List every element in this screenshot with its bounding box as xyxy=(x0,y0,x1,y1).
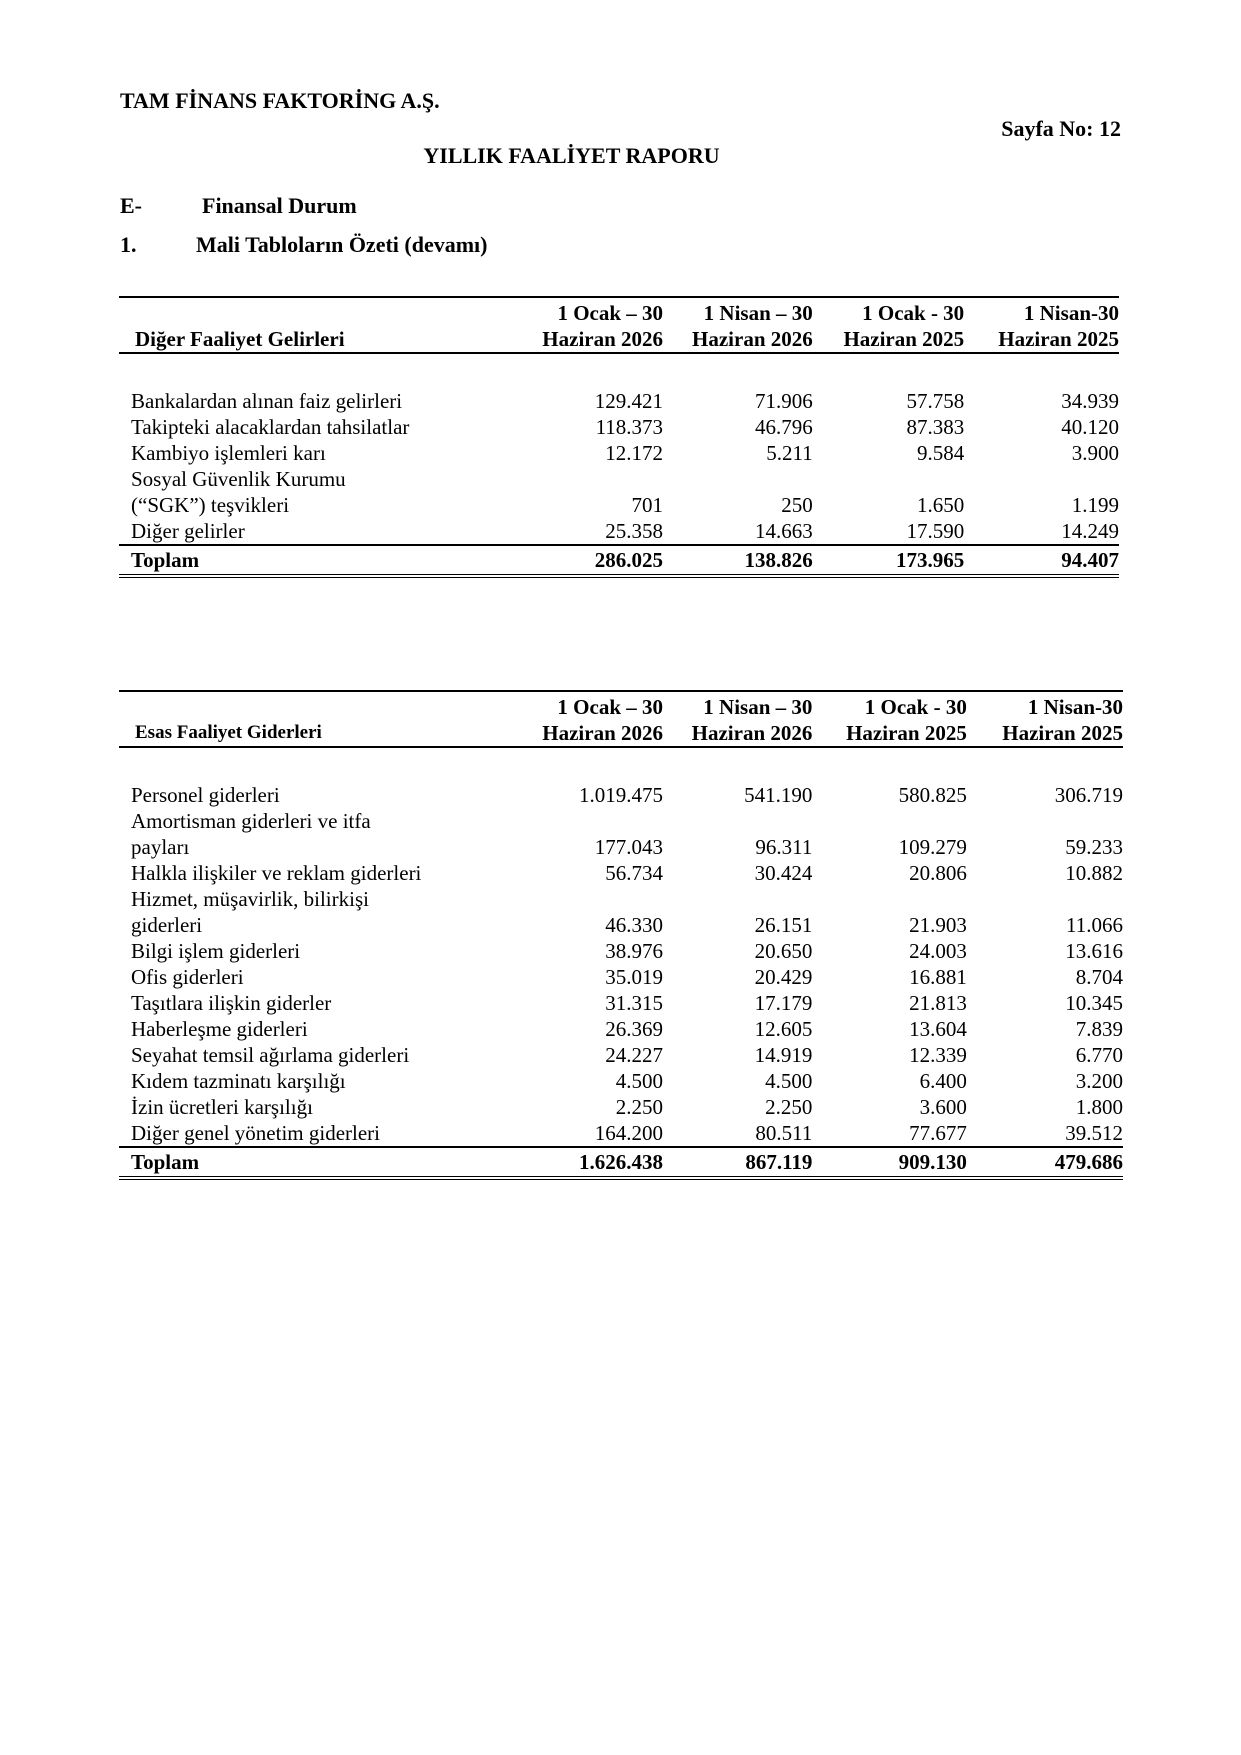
row-label-line: Bilgi işlem giderleri xyxy=(131,939,301,963)
table-row xyxy=(119,414,1119,440)
value-cell: 14.249 xyxy=(1061,519,1119,543)
value-cell: 87.383 xyxy=(906,415,965,439)
table-row xyxy=(119,466,1119,518)
value-cell: 80.511 xyxy=(755,1121,813,1145)
value-cell: 17.179 xyxy=(754,991,813,1015)
company-name: TAM FİNANS FAKTORİNG A.Ş. xyxy=(120,88,440,113)
value-cell: 7.839 xyxy=(1075,1017,1123,1041)
value-cell: 8.704 xyxy=(1075,965,1123,989)
value-cell: 21.903 xyxy=(909,913,967,937)
row-label-line: payları xyxy=(131,835,190,859)
value-cell: 1.800 xyxy=(1075,1095,1123,1119)
value-cell: 6.400 xyxy=(919,1069,967,1093)
table-row xyxy=(119,886,1123,938)
value-cell: 11.066 xyxy=(1066,913,1123,937)
column-header-line: Haziran 2025 xyxy=(843,327,965,351)
value-cell: 13.616 xyxy=(1065,939,1123,963)
value-cell: 46.330 xyxy=(605,913,664,937)
row-label-line: Diğer genel yönetim giderleri xyxy=(131,1121,380,1145)
column-header-line: 1 Ocak – 30 xyxy=(557,301,664,325)
spacer-cell xyxy=(119,353,1119,388)
spacer-row xyxy=(119,353,1119,388)
value-cell: 77.677 xyxy=(909,1121,967,1145)
row-label-line: Personel giderleri xyxy=(131,783,280,807)
column-header xyxy=(663,297,813,353)
column-header-line: Haziran 2026 xyxy=(542,327,664,351)
column-header-line: 1 Nisan-30 xyxy=(1027,695,1123,719)
row-label xyxy=(119,1042,448,1068)
value-cell: 129.421 xyxy=(594,389,664,413)
value-cell: 3.900 xyxy=(1071,441,1119,465)
table-row xyxy=(119,1094,1123,1120)
row-label-line: Bankalardan alınan faiz gelirleri xyxy=(131,389,403,413)
section-title: Finansal Durum xyxy=(202,193,357,218)
column-header-line: 1 Ocak – 30 xyxy=(557,695,664,719)
row-label-header xyxy=(119,691,448,747)
value-cell: 701 xyxy=(631,493,664,517)
value-cell: 14.663 xyxy=(755,519,813,543)
row-label-line: Kıdem tazminatı karşılığı xyxy=(131,1069,346,1093)
row-label xyxy=(119,886,448,938)
page-number: Sayfa No: 12 xyxy=(1001,116,1121,141)
column-header-line: 1 Nisan – 30 xyxy=(703,695,813,719)
column-header-line: 1 Nisan-30 xyxy=(1023,301,1119,325)
row-label xyxy=(119,518,449,545)
row-label-line: Ofis giderleri xyxy=(131,965,244,989)
value-cell: 10.882 xyxy=(1065,861,1123,885)
value-cell: 5.211 xyxy=(766,441,813,465)
value-cell: 71.906 xyxy=(755,389,813,413)
value-cell: 57.758 xyxy=(906,389,965,413)
column-header-line: Haziran 2026 xyxy=(542,721,664,745)
value-cell: 9.584 xyxy=(916,441,965,465)
total-label: Toplam xyxy=(119,1147,448,1178)
table-row xyxy=(119,990,1123,1016)
row-label xyxy=(119,860,448,886)
value-cell: 3.200 xyxy=(1075,1069,1123,1093)
row-label xyxy=(119,1016,448,1042)
row-label-line: İzin ücretleri karşılığı xyxy=(131,1095,313,1119)
value-cell: 12.172 xyxy=(605,441,664,465)
value-cell: 20.806 xyxy=(909,861,967,885)
row-label-line: Haberleşme giderleri xyxy=(131,1017,308,1041)
operating-expenses-table xyxy=(119,690,1123,1180)
table-row xyxy=(119,1068,1123,1094)
value-cell: 17.590 xyxy=(906,519,965,543)
row-label xyxy=(119,990,448,1016)
total-value: 479.686 xyxy=(967,1147,1123,1178)
value-cell: 31.315 xyxy=(605,991,664,1015)
column-header xyxy=(663,691,812,747)
table-row xyxy=(119,518,1119,545)
table-row xyxy=(119,782,1123,808)
value-cell: 177.043 xyxy=(594,835,664,859)
column-header xyxy=(813,297,964,353)
total-label: Toplam xyxy=(119,545,449,576)
row-label xyxy=(119,414,449,440)
row-label xyxy=(119,1094,448,1120)
value-cell: 306.719 xyxy=(1054,783,1123,807)
column-header xyxy=(449,297,663,353)
value-cell: 21.813 xyxy=(909,991,967,1015)
value-cell: 250 xyxy=(781,493,813,517)
subsection-title: Mali Tabloların Özeti (devamı) xyxy=(196,232,488,257)
value-cell: 24.227 xyxy=(605,1043,664,1067)
column-header-line: 1 Nisan – 30 xyxy=(703,301,813,325)
row-label-line: Halkla ilişkiler ve reklam giderleri xyxy=(131,861,422,885)
table-row xyxy=(119,808,1123,860)
value-cell: 13.604 xyxy=(909,1017,967,1041)
row-label xyxy=(119,466,449,518)
table-row xyxy=(119,860,1123,886)
row-label-line: Sosyal Güvenlik Kurumu xyxy=(131,467,346,491)
total-value: 173.965 xyxy=(813,545,964,576)
section-number: E- xyxy=(120,193,142,218)
value-cell: 109.279 xyxy=(898,835,967,859)
value-cell: 2.250 xyxy=(765,1095,813,1119)
column-header-line: Haziran 2025 xyxy=(998,327,1119,351)
row-label xyxy=(119,1120,448,1147)
column-header-line: 1 Ocak - 30 xyxy=(862,301,965,325)
value-cell: 3.600 xyxy=(919,1095,967,1119)
row-label xyxy=(119,808,448,860)
table-row xyxy=(119,1016,1123,1042)
column-header xyxy=(812,691,966,747)
column-header-line: Haziran 2025 xyxy=(846,721,967,745)
row-label xyxy=(119,440,449,466)
report-title: YILLIK FAALİYET RAPORU xyxy=(423,143,720,168)
value-cell: 35.019 xyxy=(605,965,664,989)
other-operating-income-table xyxy=(119,296,1119,578)
value-cell: 10.345 xyxy=(1065,991,1123,1015)
row-label xyxy=(119,388,449,414)
row-label-header-text: Esas Faaliyet Giderleri xyxy=(135,722,322,743)
value-cell: 4.500 xyxy=(765,1069,813,1093)
column-header xyxy=(967,691,1123,747)
row-label-line: (“SGK”) teşvikleri xyxy=(131,493,290,517)
row-label xyxy=(119,964,448,990)
value-cell: 1.650 xyxy=(916,493,965,517)
row-label-line: Amortisman giderleri ve itfa xyxy=(131,809,371,833)
value-cell: 2.250 xyxy=(615,1095,664,1119)
total-value: 909.130 xyxy=(812,1147,966,1178)
value-cell: 1.199 xyxy=(1071,493,1119,517)
column-header-line: Haziran 2025 xyxy=(1002,721,1123,745)
total-row xyxy=(119,1147,1123,1178)
total-value: 1.626.438 xyxy=(448,1147,663,1178)
column-header xyxy=(964,297,1119,353)
value-cell: 4.500 xyxy=(615,1069,664,1093)
row-label-line: Seyahat temsil ağırlama giderleri xyxy=(131,1043,410,1067)
value-cell: 38.976 xyxy=(605,939,664,963)
value-cell: 16.881 xyxy=(909,965,967,989)
row-label-line: giderleri xyxy=(131,913,203,937)
row-label-line: Kambiyo işlemleri karı xyxy=(131,441,326,465)
value-cell: 6.770 xyxy=(1075,1043,1123,1067)
row-label-line: Diğer gelirler xyxy=(131,519,245,543)
value-cell: 46.796 xyxy=(755,415,813,439)
table-row xyxy=(119,440,1119,466)
total-row xyxy=(119,545,1119,576)
column-header-line: 1 Ocak - 30 xyxy=(864,695,967,719)
row-label-line: Takipteki alacaklardan tahsilatlar xyxy=(131,415,410,439)
table-row xyxy=(119,1120,1123,1147)
value-cell: 25.358 xyxy=(605,519,664,543)
value-cell: 26.151 xyxy=(754,913,813,937)
total-value: 286.025 xyxy=(449,545,663,576)
row-label xyxy=(119,1068,448,1094)
value-cell: 30.424 xyxy=(754,861,813,885)
total-value: 867.119 xyxy=(663,1147,812,1178)
value-cell: 40.120 xyxy=(1061,415,1119,439)
column-header xyxy=(448,691,663,747)
subsection-number: 1. xyxy=(120,232,137,257)
value-cell: 164.200 xyxy=(594,1121,664,1145)
spacer-row xyxy=(119,747,1123,782)
table-row xyxy=(119,938,1123,964)
table-row xyxy=(119,1042,1123,1068)
value-cell: 12.605 xyxy=(754,1017,813,1041)
table-row xyxy=(119,964,1123,990)
value-cell: 580.825 xyxy=(898,783,967,807)
spacer-cell xyxy=(119,747,1123,782)
row-label-header-text: Diğer Faaliyet Gelirleri xyxy=(135,327,345,351)
value-cell: 20.429 xyxy=(754,965,813,989)
value-cell: 14.919 xyxy=(754,1043,813,1067)
row-label xyxy=(119,782,448,808)
value-cell: 39.512 xyxy=(1065,1121,1123,1145)
row-label-line: Hizmet, müşavirlik, bilirkişi xyxy=(131,887,369,911)
value-cell: 56.734 xyxy=(605,861,664,885)
value-cell: 118.373 xyxy=(595,415,664,439)
value-cell: 96.311 xyxy=(755,835,813,859)
value-cell: 1.019.475 xyxy=(579,783,664,807)
value-cell: 26.369 xyxy=(605,1017,664,1041)
row-label-header xyxy=(119,297,449,353)
total-value: 94.407 xyxy=(964,545,1119,576)
value-cell: 24.003 xyxy=(909,939,967,963)
table-row xyxy=(119,388,1119,414)
row-label xyxy=(119,938,448,964)
value-cell: 34.939 xyxy=(1061,389,1119,413)
table-header-row xyxy=(119,297,1119,353)
total-value: 138.826 xyxy=(663,545,813,576)
table-header-row xyxy=(119,691,1123,747)
value-cell: 12.339 xyxy=(909,1043,967,1067)
value-cell: 541.190 xyxy=(744,783,813,807)
column-header-line: Haziran 2026 xyxy=(692,327,813,351)
row-label-line: Taşıtlara ilişkin giderler xyxy=(131,991,332,1015)
value-cell: 59.233 xyxy=(1065,835,1123,859)
column-header-line: Haziran 2026 xyxy=(691,721,813,745)
value-cell: 20.650 xyxy=(754,939,813,963)
